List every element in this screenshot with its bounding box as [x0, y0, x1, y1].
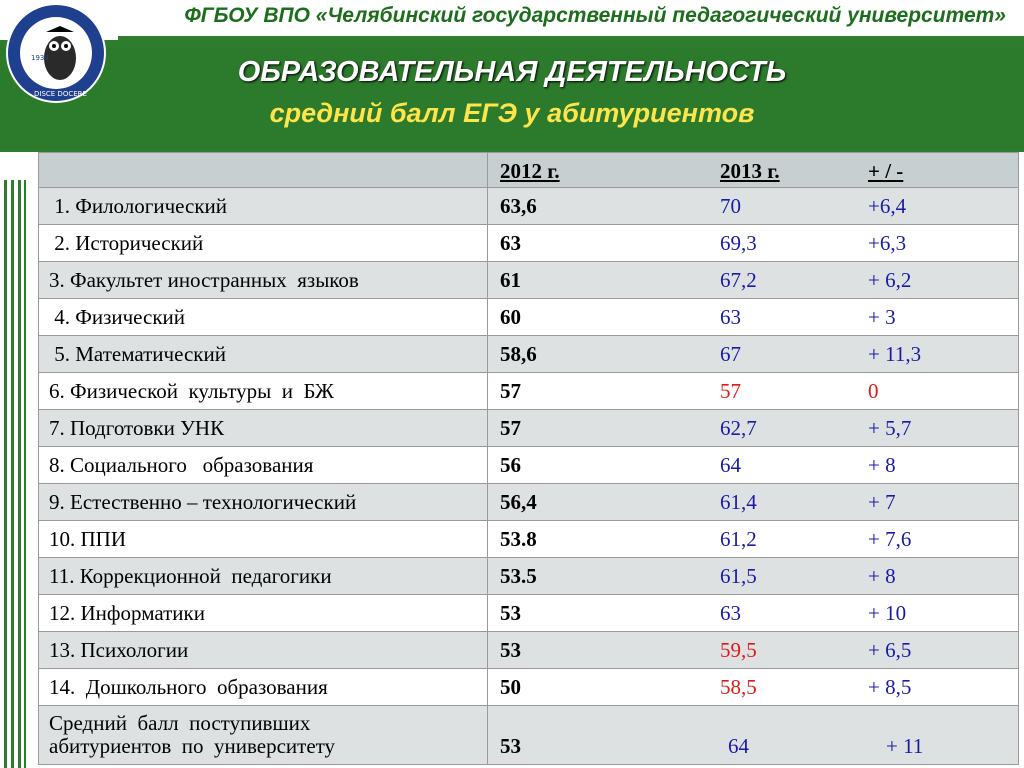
table-row — [39, 447, 1019, 484]
score-2012: 63 — [500, 231, 521, 255]
side-decoration — [4, 180, 34, 768]
table-row — [39, 336, 1019, 373]
header-diff: + / - — [868, 159, 904, 183]
score-2012: 57 — [500, 416, 521, 440]
score-values — [488, 262, 1019, 299]
score-values — [488, 669, 1019, 706]
score-values — [488, 225, 1019, 262]
table-row — [39, 373, 1019, 410]
score-2013: 57 — [720, 379, 741, 403]
score-diff: + 8 — [868, 564, 896, 588]
top-bar — [0, 0, 1024, 40]
header-2013: 2013 г. — [720, 159, 780, 183]
score-diff: + 6,5 — [868, 638, 912, 662]
score-values — [488, 558, 1019, 595]
table-row — [39, 484, 1019, 521]
score-2013: 64 — [720, 453, 741, 477]
score-2013: 70 — [720, 194, 741, 218]
score-diff: + 11,3 — [868, 342, 922, 366]
score-diff: +6,4 — [868, 194, 907, 218]
total-2013: 64 — [728, 734, 749, 758]
faculty-name: 8. Социального образования — [39, 447, 488, 484]
score-2013: 69,3 — [720, 231, 757, 255]
table-row — [39, 521, 1019, 558]
faculty-name: 9. Естественно – технологический — [39, 484, 488, 521]
score-diff: + 8,5 — [868, 675, 912, 699]
score-2012: 56,4 — [500, 490, 537, 514]
faculty-name: 2. Исторический — [39, 225, 488, 262]
logo-year: 1934 — [31, 54, 49, 62]
faculty-name: 6. Физической культуры и БЖ — [39, 373, 488, 410]
score-diff: + 3 — [868, 305, 896, 329]
score-2013: 58,5 — [720, 675, 757, 699]
total-diff: + 11 — [886, 734, 924, 758]
faculty-name: 11. Коррекционной педагогики — [39, 558, 488, 595]
score-2012: 53.8 — [500, 527, 537, 551]
score-values — [488, 447, 1019, 484]
score-diff: 0 — [868, 379, 879, 403]
score-2013: 63 — [720, 305, 741, 329]
total-2012: 53 — [500, 734, 521, 758]
table-row — [39, 410, 1019, 447]
table-row — [39, 299, 1019, 336]
table-row — [39, 595, 1019, 632]
score-2012: 53 — [500, 601, 521, 625]
score-2012: 61 — [500, 268, 521, 292]
score-2012: 57 — [500, 379, 521, 403]
score-2013: 63 — [720, 601, 741, 625]
faculty-name: 7. Подготовки УНК — [39, 410, 488, 447]
header-values-cell — [488, 153, 1019, 188]
faculty-name: 13. Психологии — [39, 632, 488, 669]
score-values — [488, 336, 1019, 373]
score-diff: +6,3 — [868, 231, 907, 255]
score-values — [488, 595, 1019, 632]
score-diff: + 7 — [868, 490, 896, 514]
score-2012: 56 — [500, 453, 521, 477]
table-header — [39, 153, 1019, 188]
faculty-name: 12. Информатики — [39, 595, 488, 632]
score-values — [488, 632, 1019, 669]
score-2012: 60 — [500, 305, 521, 329]
score-diff: + 7,6 — [868, 527, 912, 551]
score-values — [488, 188, 1019, 225]
faculty-name: 5. Математический — [39, 336, 488, 373]
faculty-name: 1. Филологический — [39, 188, 488, 225]
logo-motto: DISCE DOCERE — [34, 90, 87, 98]
score-diff: + 10 — [868, 601, 907, 625]
score-2013: 59,5 — [720, 638, 757, 662]
table-row — [39, 225, 1019, 262]
header-name-cell — [39, 153, 488, 188]
score-2013: 61,2 — [720, 527, 757, 551]
faculty-name: 4. Физический — [39, 299, 488, 336]
score-2013: 62,7 — [720, 416, 757, 440]
score-2013: 61,5 — [720, 564, 757, 588]
table-row — [39, 558, 1019, 595]
score-values — [488, 484, 1019, 521]
score-2012: 63,6 — [500, 194, 537, 218]
score-values — [488, 521, 1019, 558]
score-2012: 50 — [500, 675, 521, 699]
faculty-name: 3. Факультет иностранных языков — [39, 262, 488, 299]
score-values — [488, 299, 1019, 336]
score-diff: + 6,2 — [868, 268, 912, 292]
organization-name: ФГБОУ ВПО «Челябинский государственный педагогический университет» — [184, 4, 1006, 27]
page-title: ОБРАЗОВАТЕЛЬНАЯ ДЕЯТЕЛЬНОСТЬ — [237, 56, 787, 88]
total-label: Средний балл поступивших абитуриентов по университету — [39, 706, 488, 765]
score-2012: 53.5 — [500, 564, 537, 588]
total-values — [488, 706, 1019, 765]
score-values — [488, 410, 1019, 447]
score-diff: + 8 — [868, 453, 896, 477]
table-row — [39, 188, 1019, 225]
faculty-name: 14. Дошкольного образования — [39, 669, 488, 706]
scores-table — [38, 152, 1019, 765]
page-subtitle: средний балл ЕГЭ у абитуриентов — [269, 98, 755, 128]
table-row — [39, 632, 1019, 669]
faculty-name: 10. ППИ — [39, 521, 488, 558]
score-diff: + 5,7 — [868, 416, 912, 440]
score-2013: 61,4 — [720, 490, 757, 514]
table-row — [39, 262, 1019, 299]
score-2012: 53 — [500, 638, 521, 662]
score-values — [488, 373, 1019, 410]
total-row — [39, 706, 1019, 765]
table-row — [39, 669, 1019, 706]
score-2013: 67,2 — [720, 268, 757, 292]
score-2013: 67 — [720, 342, 741, 366]
header-2012: 2012 г. — [500, 159, 560, 183]
score-2012: 58,6 — [500, 342, 537, 366]
